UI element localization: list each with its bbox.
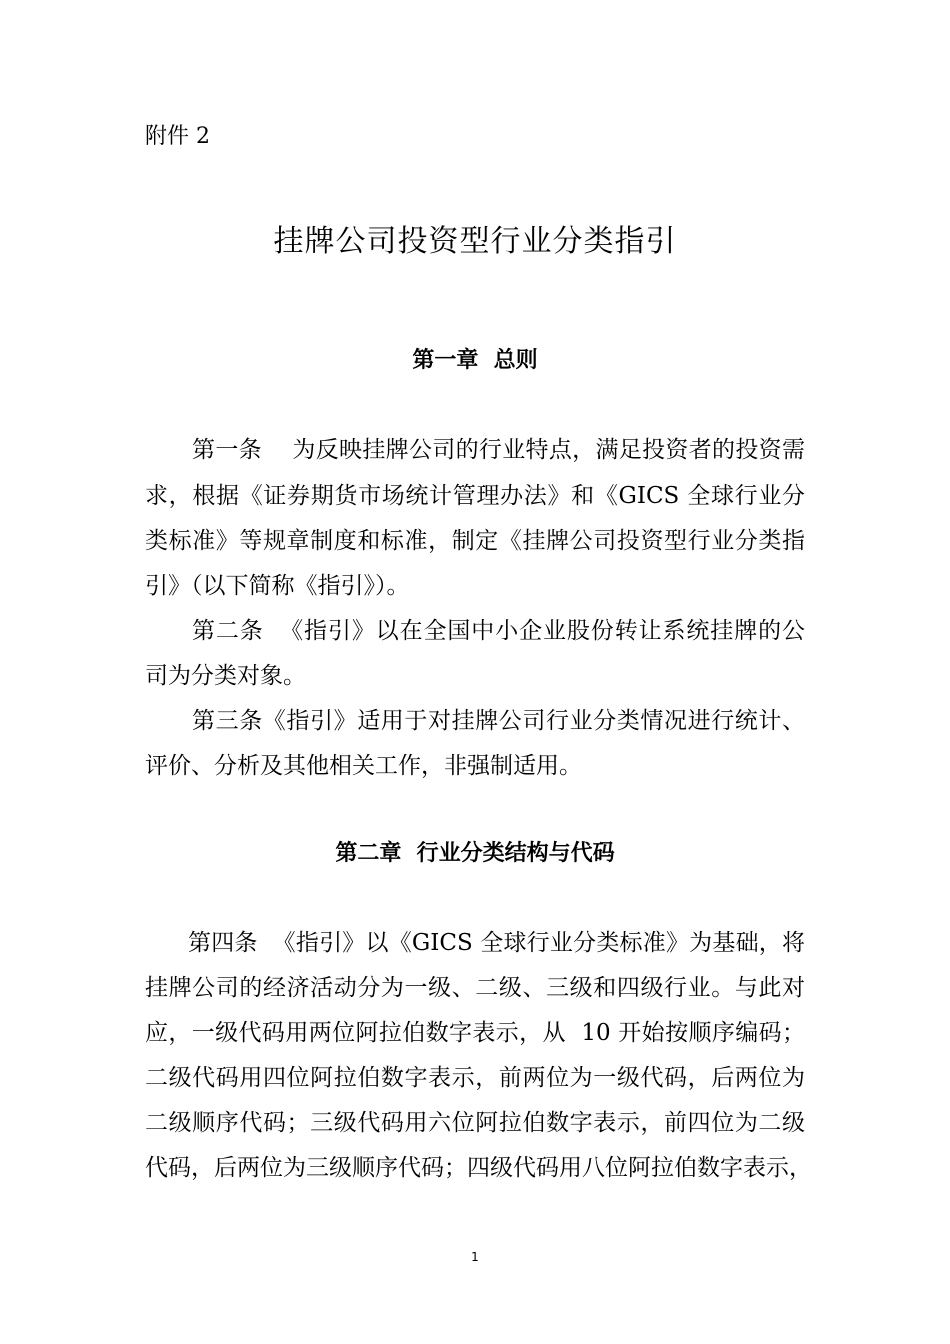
article-1-line-1: 第一条 为反映挂牌公司的行业特点，满足投资者的投资需 bbox=[192, 437, 805, 463]
article-4-line-6: 代码，后两位为三级顺序代码；四级代码用八位阿拉伯数字表示， bbox=[145, 1155, 812, 1181]
article-4-line-2: 挂牌公司的经济活动分为一级、二级、三级和四级行业。与此对 bbox=[145, 975, 805, 1001]
attachment-label: 附件 2 bbox=[145, 124, 210, 149]
article-3-line-2: 评价、分析及其他相关工作，非强制适用。 bbox=[145, 753, 582, 779]
chapter-2-heading: 第二章 行业分类结构与代码 bbox=[335, 841, 615, 866]
chapter-1-heading: 第一章 总则 bbox=[412, 348, 538, 373]
article-3-line-1: 第三条《指引》适用于对挂牌公司行业分类情况进行统计、 bbox=[192, 708, 805, 734]
article-2-line-1: 第二条 《指引》以在全国中小企业股份转让系统挂牌的公 bbox=[192, 618, 805, 644]
article-4-line-4: 二级代码用四位阿拉伯数字表示，前两位为一级代码，后两位为 bbox=[145, 1065, 805, 1091]
article-2-line-2: 司为分类对象。 bbox=[145, 663, 306, 689]
page-number: 1 bbox=[471, 1250, 479, 1264]
article-1-line-4: 引》（以下简称《指引》）。 bbox=[145, 573, 410, 599]
document-title: 挂牌公司投资型行业分类指引 bbox=[273, 224, 677, 259]
article-4-line-3: 应，一级代码用两位阿拉伯数字表示，从 10 开始按顺序编码； bbox=[145, 1020, 805, 1046]
article-1-line-3: 类标准》等规章制度和标准，制定《挂牌公司投资型行业分类指 bbox=[145, 528, 805, 554]
article-4-line-1: 第四条 《指引》以《GICS 全球行业分类标准》为基础，将 bbox=[188, 930, 805, 956]
article-1-line-2: 求，根据《证券期货市场统计管理办法》和《GICS 全球行业分 bbox=[145, 483, 805, 509]
article-4-line-5: 二级顺序代码；三级代码用六位阿拉伯数字表示，前四位为二级 bbox=[145, 1110, 805, 1136]
